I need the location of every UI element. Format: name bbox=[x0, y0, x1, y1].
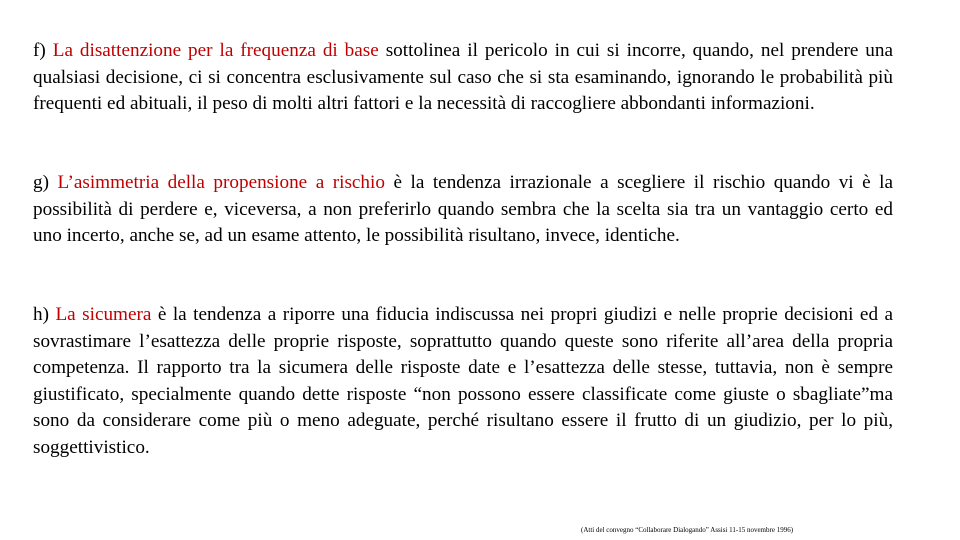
paragraph-letter: h) bbox=[33, 304, 49, 325]
paragraph-letter: g) bbox=[33, 172, 49, 193]
paragraph-text: sottolinea il pericolo in cui si incorre, quando, nel prendere una qualsiasi decisione, ci si concentra esclusivamente sul caso che si sta esaminando, ignorando le probabilità più frequenti ed abituali, il peso di molti altri fattori e la necessità di raccogliere abbondanti informazioni. bbox=[33, 40, 894, 114]
paragraph-h bbox=[33, 302, 893, 461]
term-highlight: La sicumera bbox=[55, 304, 152, 325]
paragraph-f bbox=[33, 38, 893, 118]
paragraph-text: è la tendenza irrazionale a scegliere il rischio quando vi è la possibilità di perdere e, viceversa, a non preferirlo quando sembra che la scelta sia tra un vantaggio certo ed uno incerto, anche se, ad un esame attento, le possibilità risultano, invece, identiche. bbox=[33, 172, 894, 246]
paragraph-g bbox=[33, 170, 893, 250]
footnote-citation: (Atti del convegno “Collaborare Dialogando” Assisi 11-15 novembre 1996) bbox=[581, 526, 794, 534]
paragraph-letter: f) bbox=[33, 40, 46, 61]
term-highlight: La disattenzione per la frequenza di base bbox=[52, 40, 379, 61]
term-highlight: L’asimmetria della propensione a rischio bbox=[57, 172, 385, 193]
paragraph-text: è la tendenza a riporre una fiducia indiscussa nei propri giudizi e nelle proprie decisioni ed a sovrastimare l’esattezza delle proprie risposte, soprattutto quando queste sono riferite all’area della propria competenza. Il rapporto tra la sicumera delle risposte date e l’esattezza delle stesse, tuttavia, non è sempre giustificato, specialmente quando dette risposte “non possono essere classificate come giuste o sbagliate”ma sono da considerare come più o meno adeguate, perché risultano essere il frutto di un giudizio, per lo più, soggettivistico. bbox=[33, 304, 894, 458]
